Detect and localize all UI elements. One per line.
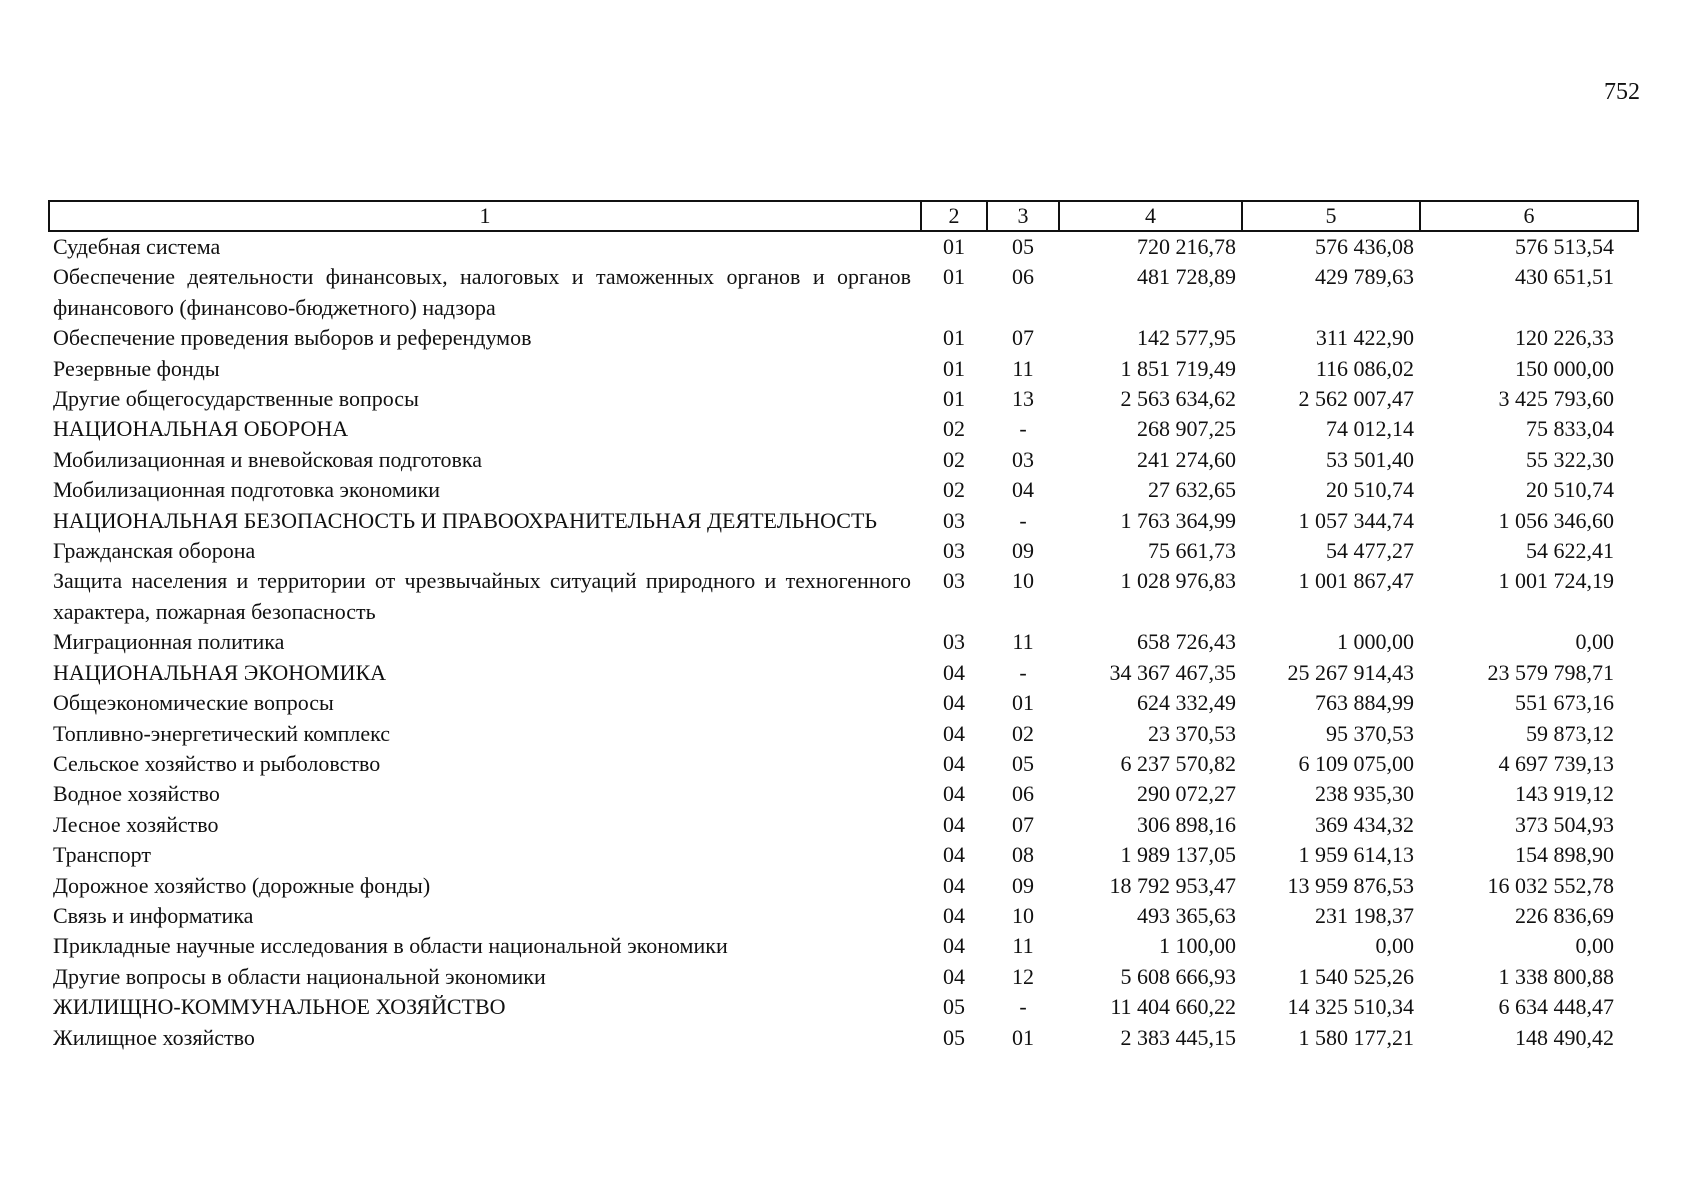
row-value-col6: 373 504,93 [1515, 811, 1614, 837]
table-row [49, 962, 1638, 992]
row-section-code: 04 [943, 963, 965, 989]
row-value-col5: 54 477,27 [1326, 538, 1414, 564]
row-subsection-code: 04 [1012, 477, 1034, 503]
row-section-code: 04 [943, 872, 965, 898]
row-name: Связь и информатика [53, 902, 254, 928]
row-value-col6: 0,00 [1575, 629, 1614, 655]
row-value-col4: 493 365,63 [1137, 902, 1236, 928]
row-value-col4: 1 028 976,83 [1120, 568, 1236, 594]
row-value-col5: 238 935,30 [1315, 781, 1414, 807]
row-value-col6: 16 032 552,78 [1487, 872, 1614, 898]
row-subsection-code: 06 [1012, 781, 1034, 807]
row-section-code: 02 [943, 477, 965, 503]
row-value-col6: 54 622,41 [1526, 538, 1614, 564]
row-section-code: 04 [943, 902, 965, 928]
row-value-col5: 0,00 [1375, 933, 1414, 959]
row-value-col5: 2 562 007,47 [1298, 386, 1414, 412]
header-col-6: 6 [1420, 201, 1638, 231]
table-row [49, 779, 1638, 809]
row-name: Другие общегосударственные вопросы [53, 386, 419, 412]
table-row [49, 1023, 1638, 1053]
row-value-col5: 763 884,99 [1315, 690, 1414, 716]
row-value-col4: 720 216,78 [1137, 234, 1236, 259]
table-row [49, 475, 1638, 505]
row-subsection-code: 10 [1012, 568, 1034, 594]
row-name: Другие вопросы в области национальной экономики [53, 963, 546, 989]
row-section-code: 04 [943, 811, 965, 837]
row-value-col6: 20 510,74 [1526, 477, 1614, 503]
table-row [49, 627, 1638, 657]
row-name: Судебная система [53, 234, 221, 259]
row-section-code: 04 [943, 690, 965, 716]
row-value-col5: 1 540 525,26 [1298, 963, 1414, 989]
row-section-code: 03 [943, 538, 965, 564]
row-value-col5: 13 959 876,53 [1287, 872, 1414, 898]
row-subsection-code: 07 [1012, 325, 1034, 351]
row-name: Транспорт [53, 842, 152, 868]
row-subsection-code: - [1019, 507, 1027, 533]
row-value-col4: 142 577,95 [1137, 325, 1236, 351]
row-section-code: 01 [943, 386, 965, 412]
row-section-code: 04 [943, 933, 965, 959]
table-row [49, 506, 1638, 536]
row-value-col4: 2 563 634,62 [1120, 386, 1236, 412]
table-row [49, 810, 1638, 840]
row-value-col4: 75 661,73 [1148, 538, 1236, 564]
row-subsection-code: 10 [1012, 902, 1034, 928]
page-number: 752 [1604, 79, 1640, 105]
row-subsection-code: 13 [1012, 386, 1034, 412]
row-value-col4: 624 332,49 [1137, 690, 1236, 716]
row-value-col4: 5 608 666,93 [1120, 963, 1236, 989]
row-value-col6: 1 001 724,19 [1498, 568, 1614, 594]
table-row [49, 992, 1638, 1022]
row-name: Обеспечение деятельности финансовых, налоговых и таможенных органов и органов финансового (финансово-бюджетного) надзора [53, 264, 911, 320]
row-subsection-code: 11 [1012, 933, 1034, 959]
row-value-col4: 2 383 445,15 [1120, 1024, 1236, 1050]
table-row [49, 749, 1638, 779]
row-value-col6: 75 833,04 [1526, 416, 1614, 442]
header-col-4: 4 [1059, 201, 1242, 231]
row-value-col6: 120 226,33 [1515, 325, 1614, 351]
row-subsection-code: 05 [1012, 234, 1034, 259]
row-value-col4: 34 367 467,35 [1109, 659, 1236, 685]
header-col-1: 1 [49, 201, 921, 231]
row-name: Водное хозяйство [53, 781, 220, 807]
row-name: Мобилизационная и вневойсковая подготовка [53, 446, 483, 472]
row-name: ЖИЛИЩНО-КОММУНАЛЬНОЕ ХОЗЯЙСТВО [53, 994, 506, 1020]
row-value-col6: 3 425 793,60 [1498, 386, 1614, 412]
table-row [49, 323, 1638, 353]
row-section-code: 02 [943, 416, 965, 442]
row-section-code: 02 [943, 446, 965, 472]
row-name: НАЦИОНАЛЬНАЯ ОБОРОНА [53, 416, 349, 442]
row-value-col5: 25 267 914,43 [1287, 659, 1414, 685]
row-value-col4: 27 632,65 [1148, 477, 1236, 503]
row-section-code: 04 [943, 720, 965, 746]
row-section-code: 01 [943, 234, 965, 259]
row-section-code: 04 [943, 659, 965, 685]
header-col-2: 2 [921, 201, 987, 231]
table-header [49, 201, 1638, 231]
row-value-col5: 95 370,53 [1326, 720, 1414, 746]
row-name: Общеэкономические вопросы [53, 690, 334, 716]
table-row [49, 871, 1638, 901]
row-value-col5: 53 501,40 [1326, 446, 1414, 472]
row-value-col6: 148 490,42 [1515, 1024, 1614, 1050]
row-value-col5: 14 325 510,34 [1287, 994, 1414, 1020]
row-value-col5: 1 057 344,74 [1298, 507, 1414, 533]
row-section-code: 05 [943, 1024, 965, 1050]
row-section-code: 03 [943, 568, 965, 594]
row-value-col4: 18 792 953,47 [1109, 872, 1236, 898]
row-value-col6: 23 579 798,71 [1487, 659, 1614, 685]
row-subsection-code: 09 [1012, 538, 1034, 564]
row-subsection-code: 07 [1012, 811, 1034, 837]
row-value-col4: 306 898,16 [1137, 811, 1236, 837]
row-value-col4: 658 726,43 [1137, 629, 1236, 655]
row-section-code: 01 [943, 325, 965, 351]
header-col-5: 5 [1242, 201, 1420, 231]
row-subsection-code: 05 [1012, 750, 1034, 776]
row-value-col4: 290 072,27 [1137, 781, 1236, 807]
row-value-col6: 551 673,16 [1515, 690, 1614, 716]
table-row [49, 536, 1638, 566]
row-section-code: 01 [943, 264, 965, 290]
row-value-col6: 4 697 739,13 [1498, 750, 1614, 776]
row-name: Сельское хозяйство и рыболовство [53, 750, 381, 776]
row-name: Защита населения и территории от чрезвычайных ситуаций природного и техногенного характера, пожарная безопасность [53, 568, 911, 624]
row-value-col4: 11 404 660,22 [1110, 994, 1236, 1020]
row-value-col4: 1 100,00 [1159, 933, 1236, 959]
row-name: НАЦИОНАЛЬНАЯ ЭКОНОМИКА [53, 659, 387, 685]
row-name: Прикладные научные исследования в области национальной экономики [53, 933, 728, 959]
row-value-col6: 143 919,12 [1515, 781, 1614, 807]
row-subsection-code: 08 [1012, 842, 1034, 868]
row-name: Жилищное хозяйство [53, 1024, 255, 1050]
row-section-code: 04 [943, 750, 965, 776]
table-row [49, 384, 1638, 414]
row-value-col6: 150 000,00 [1515, 355, 1614, 381]
row-subsection-code: 01 [1012, 1024, 1034, 1050]
row-value-col5: 1 580 177,21 [1298, 1024, 1414, 1050]
table-row [49, 414, 1638, 444]
row-value-col5: 1 000,00 [1337, 629, 1414, 655]
row-value-col5: 429 789,63 [1315, 264, 1414, 290]
budget-table [48, 200, 1639, 1053]
table-row [49, 658, 1638, 688]
table-row [49, 719, 1638, 749]
row-subsection-code: 12 [1012, 963, 1034, 989]
row-value-col6: 55 322,30 [1526, 446, 1614, 472]
row-name: Дорожное хозяйство (дорожные фонды) [53, 872, 431, 898]
row-value-col6: 226 836,69 [1515, 902, 1614, 928]
row-subsection-code: 03 [1012, 446, 1034, 472]
row-subsection-code: 06 [1012, 264, 1034, 290]
row-value-col6: 1 338 800,88 [1498, 963, 1614, 989]
table-row [49, 901, 1638, 931]
row-name: НАЦИОНАЛЬНАЯ БЕЗОПАСНОСТЬ И ПРАВООХРАНИТЕЛЬНАЯ ДЕЯТЕЛЬНОСТЬ [53, 507, 878, 533]
table-body [49, 231, 1638, 1053]
table-row [49, 262, 1638, 323]
table-row [49, 688, 1638, 718]
row-value-col6: 430 651,51 [1515, 264, 1614, 290]
row-subsection-code: - [1019, 416, 1027, 442]
row-section-code: 03 [943, 629, 965, 655]
row-value-col4: 23 370,53 [1148, 720, 1236, 746]
row-value-col5: 231 198,37 [1315, 902, 1414, 928]
row-subsection-code: 09 [1012, 872, 1034, 898]
row-subsection-code: 11 [1012, 355, 1034, 381]
row-section-code: 05 [943, 994, 965, 1020]
row-name: Миграционная политика [53, 629, 285, 655]
row-value-col4: 268 907,25 [1137, 416, 1236, 442]
header-col-3: 3 [987, 201, 1059, 231]
row-name: Гражданская оборона [53, 538, 256, 564]
row-name: Обеспечение проведения выборов и референдумов [53, 325, 532, 351]
row-value-col6: 0,00 [1575, 933, 1614, 959]
row-value-col5: 116 086,02 [1315, 355, 1414, 381]
row-name: Лесное хозяйство [53, 811, 219, 837]
row-value-col4: 1 851 719,49 [1120, 355, 1236, 381]
row-section-code: 03 [943, 507, 965, 533]
row-value-col6: 576 513,54 [1515, 234, 1614, 259]
row-subsection-code: 02 [1012, 720, 1034, 746]
row-value-col5: 311 422,90 [1315, 325, 1414, 351]
row-name: Топливно-энергетический комплекс [53, 720, 391, 746]
row-value-col4: 241 274,60 [1137, 446, 1236, 472]
table-row [49, 566, 1638, 627]
row-value-col5: 20 510,74 [1326, 477, 1414, 503]
row-section-code: 01 [943, 355, 965, 381]
row-value-col5: 576 436,08 [1315, 234, 1414, 259]
row-value-col5: 74 012,14 [1326, 416, 1414, 442]
table-row [49, 231, 1638, 262]
row-section-code: 04 [943, 781, 965, 807]
row-value-col4: 1 989 137,05 [1120, 842, 1236, 868]
row-value-col6: 6 634 448,47 [1498, 994, 1614, 1020]
table-row [49, 445, 1638, 475]
row-section-code: 04 [943, 842, 965, 868]
row-value-col4: 1 763 364,99 [1120, 507, 1236, 533]
table-row [49, 354, 1638, 384]
row-value-col5: 1 959 614,13 [1298, 842, 1414, 868]
row-value-col6: 1 056 346,60 [1498, 507, 1614, 533]
row-subsection-code: 11 [1012, 629, 1034, 655]
table-row [49, 931, 1638, 961]
row-name: Мобилизационная подготовка экономики [53, 477, 441, 503]
row-subsection-code: 01 [1012, 690, 1034, 716]
row-subsection-code: - [1019, 994, 1027, 1020]
row-value-col5: 1 001 867,47 [1298, 568, 1414, 594]
row-value-col4: 6 237 570,82 [1120, 750, 1236, 776]
row-value-col4: 481 728,89 [1137, 264, 1236, 290]
row-name: Резервные фонды [53, 355, 220, 381]
row-value-col5: 6 109 075,00 [1298, 750, 1414, 776]
row-subsection-code: - [1019, 659, 1027, 685]
row-value-col5: 369 434,32 [1315, 811, 1414, 837]
table-row [49, 840, 1638, 870]
header-row [49, 201, 1638, 231]
row-value-col6: 59 873,12 [1526, 720, 1614, 746]
row-value-col6: 154 898,90 [1515, 842, 1614, 868]
